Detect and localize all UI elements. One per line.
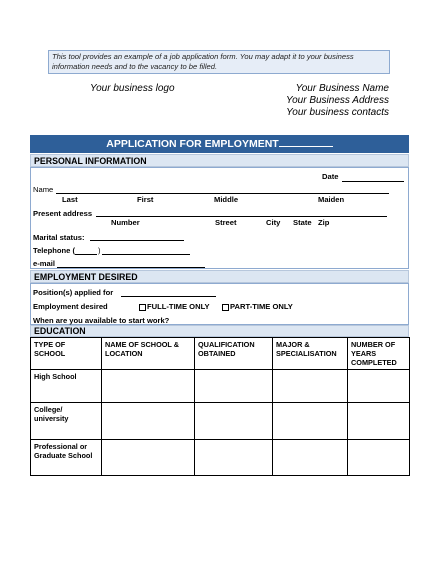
name-part-maiden: Maiden — [318, 195, 345, 204]
name-label: Name — [33, 185, 54, 194]
address-part-number: Number — [111, 218, 140, 227]
table-cell[interactable] — [102, 440, 195, 476]
column-header: MAJOR & SPECIALISATION — [273, 338, 348, 370]
marital-status-label: Marital status: — [33, 233, 85, 242]
column-header: TYPE OF SCHOOL — [31, 338, 102, 370]
employment-desired-label: Employment desired — [33, 302, 108, 311]
table-row — [31, 403, 410, 440]
table-row — [31, 440, 410, 476]
name-part-first: First — [137, 195, 154, 204]
row-label-college: College/ university — [31, 403, 102, 440]
name-part-last: Last — [62, 195, 78, 204]
positions-label: Position(s) applied for — [33, 288, 114, 297]
table-cell[interactable] — [348, 403, 410, 440]
column-header: QUALIFICATION OBTAINED — [195, 338, 273, 370]
email-label: e-mail — [33, 259, 55, 268]
address-part-zip: Zip — [318, 218, 330, 227]
address-part-state: State — [293, 218, 312, 227]
column-header: NUMBER OF YEARS COMPLETED — [348, 338, 410, 370]
row-label-professional: Professional or Graduate School — [31, 440, 102, 476]
table-cell[interactable] — [195, 403, 273, 440]
present-address-field[interactable] — [96, 216, 387, 217]
personal-info-heading: PERSONAL INFORMATION — [30, 154, 409, 167]
employment-desired-heading: EMPLOYMENT DESIRED — [30, 270, 409, 283]
table-cell[interactable] — [348, 370, 410, 403]
table-cell[interactable] — [273, 403, 348, 440]
name-field[interactable] — [56, 193, 389, 194]
education-heading: EDUCATION — [30, 325, 409, 337]
business-contacts: Your business contacts — [286, 107, 389, 118]
full-time-label: FULL-TIME ONLY — [147, 302, 210, 311]
table-row — [31, 370, 410, 403]
form-title-bar — [30, 135, 409, 153]
present-address-label: Present address — [33, 209, 93, 218]
telephone-paren: ) — [98, 246, 101, 255]
business-address: Your Business Address — [285, 95, 389, 106]
intro-note: This tool provides an example of a job application form. You may adapt it to your business information needs and to the vacancy to be filled. — [48, 50, 390, 74]
part-time-checkbox[interactable] — [222, 304, 229, 311]
table-cell[interactable] — [273, 440, 348, 476]
telephone-area-code-field[interactable] — [75, 254, 97, 255]
business-name: Your Business Name — [295, 83, 389, 94]
title-blank-line — [279, 137, 333, 147]
address-part-city: City — [266, 218, 281, 227]
marital-status-field[interactable] — [90, 240, 184, 241]
telephone-number-field[interactable] — [102, 254, 190, 255]
telephone-label: Telephone ( — [33, 246, 76, 255]
table-cell[interactable] — [273, 370, 348, 403]
table-cell[interactable] — [348, 440, 410, 476]
table-cell[interactable] — [195, 440, 273, 476]
table-cell[interactable] — [195, 370, 273, 403]
full-time-option[interactable] — [139, 302, 210, 311]
address-part-street: Street — [215, 218, 237, 227]
business-logo-placeholder: Your business logo — [90, 83, 175, 94]
table-cell[interactable] — [102, 403, 195, 440]
table-cell[interactable] — [102, 370, 195, 403]
name-part-middle: Middle — [214, 195, 239, 204]
part-time-option[interactable] — [222, 302, 293, 311]
education-table — [30, 337, 410, 476]
date-label: Date — [322, 172, 339, 181]
email-field[interactable] — [57, 267, 205, 268]
form-title: APPLICATION FOR EMPLOYMENT — [106, 138, 279, 150]
date-field[interactable] — [342, 181, 404, 182]
part-time-label: PART-TIME ONLY — [230, 302, 293, 311]
full-time-checkbox[interactable] — [139, 304, 146, 311]
education-header-row — [31, 338, 410, 370]
positions-field[interactable] — [121, 296, 216, 297]
start-work-label: When are you available to start work? — [33, 316, 170, 325]
row-label-high-school: High School — [31, 370, 102, 403]
column-header: NAME OF SCHOOL & LOCATION — [102, 338, 195, 370]
